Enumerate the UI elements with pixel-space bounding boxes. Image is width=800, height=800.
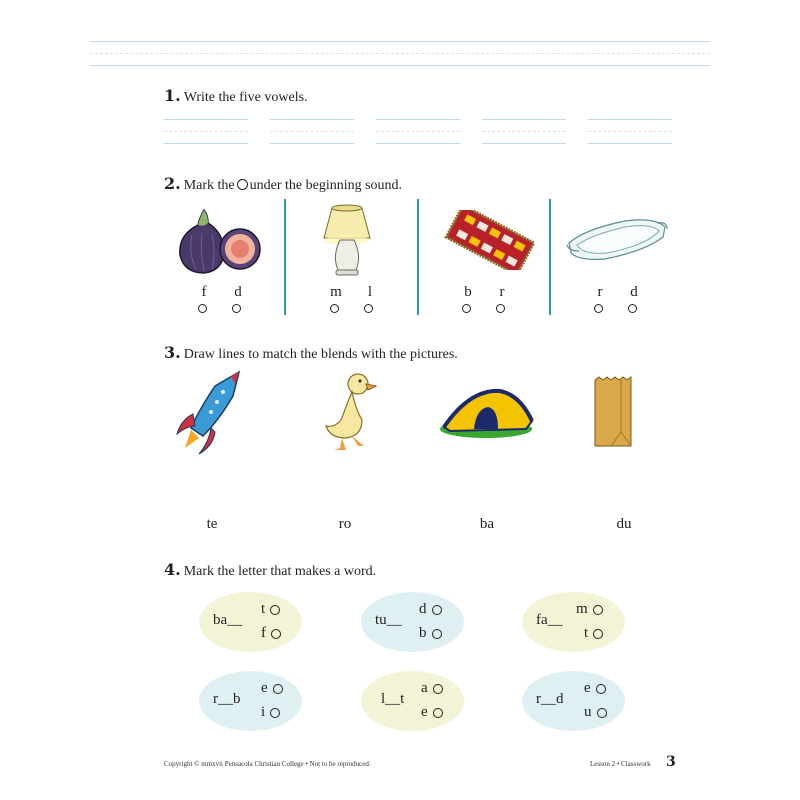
copyright-notice: Copyright © mmxvii Pensacola Christian College • Not to be reproduced. [164, 760, 371, 768]
blend-label: du [616, 516, 632, 532]
circle-icon [237, 179, 248, 190]
option-d[interactable]: d [419, 601, 442, 618]
word-choice-rd [522, 671, 625, 731]
word-choice-fa [522, 592, 625, 652]
question-text-after: under the beginning sound. [249, 178, 403, 193]
question-4-title [164, 560, 376, 580]
question-number: 3. [164, 343, 181, 362]
answer-circle[interactable] [433, 684, 443, 694]
option-e[interactable]: e [261, 680, 283, 697]
answer-circle[interactable] [593, 629, 603, 639]
option-f[interactable]: f [261, 625, 281, 642]
word-stem: r__d [536, 691, 564, 707]
word-stem: r__b [213, 691, 241, 707]
answer-circle[interactable] [273, 684, 283, 694]
option-u[interactable]: u [584, 704, 607, 721]
blend-label: ba [479, 516, 495, 532]
option-letter: l [367, 284, 373, 300]
vowel-blank-5[interactable] [588, 119, 672, 145]
answer-circle[interactable] [271, 629, 281, 639]
answer-circle[interactable] [594, 304, 603, 313]
answer-circle[interactable] [596, 684, 606, 694]
lesson-label: Lesson 2 • Classwork [590, 760, 651, 768]
answer-circle[interactable] [628, 304, 637, 313]
duck-picture [322, 370, 382, 458]
option-letter: r [499, 284, 505, 300]
question-1-title [164, 86, 308, 106]
guide-mid-line [90, 53, 710, 54]
answer-circle[interactable] [232, 304, 241, 313]
word-choice-lt [361, 671, 464, 731]
paper-bag-picture [593, 376, 633, 448]
option-b[interactable]: b [419, 625, 442, 642]
glass-dish-picture [565, 215, 670, 265]
vowel-blank-4[interactable] [482, 119, 566, 145]
answer-circle[interactable] [432, 629, 442, 639]
blend-label: te [206, 516, 218, 532]
option-i[interactable]: i [261, 704, 280, 721]
section-divider [284, 199, 286, 315]
word-choice-rb [199, 671, 302, 731]
question-number: 4. [164, 560, 181, 579]
answer-circle[interactable] [462, 304, 471, 313]
answer-circle[interactable] [270, 708, 280, 718]
word-stem: fa__ [536, 612, 563, 628]
guide-top-line [90, 41, 710, 42]
option-letter: d [234, 284, 242, 300]
rug-picture [440, 210, 540, 270]
answer-circle[interactable] [433, 708, 443, 718]
question-3-title [164, 343, 458, 363]
tent-picture [440, 385, 535, 440]
option-a[interactable]: a [421, 680, 443, 697]
word-stem: tu__ [375, 612, 402, 628]
option-letter: r [597, 284, 603, 300]
word-stem: l__t [381, 691, 405, 707]
option-m[interactable]: m [576, 601, 603, 618]
question-text: Draw lines to match the blends with the pictures. [183, 347, 458, 362]
vowel-blank-2[interactable] [270, 119, 354, 145]
lamp-picture [322, 200, 372, 280]
option-e[interactable]: e [421, 704, 443, 721]
section-divider [417, 199, 419, 315]
question-number: 1. [164, 86, 181, 105]
question-text: Write the five vowels. [183, 90, 308, 105]
question-2-title [164, 174, 402, 194]
answer-circle[interactable] [270, 605, 280, 615]
answer-circle[interactable] [593, 605, 603, 615]
option-letter: m [330, 284, 342, 300]
blend-label: ro [338, 516, 352, 532]
option-t[interactable]: t [261, 601, 280, 618]
answer-circle[interactable] [330, 304, 339, 313]
option-t[interactable]: t [584, 625, 603, 642]
word-choice-tu [361, 592, 464, 652]
answer-circle[interactable] [198, 304, 207, 313]
option-letter: d [630, 284, 638, 300]
question-text-before: Mark the [183, 178, 235, 193]
question-text: Mark the letter that makes a word. [183, 564, 377, 579]
answer-circle[interactable] [496, 304, 505, 313]
guide-base-line [90, 65, 710, 66]
rocket-picture [175, 370, 245, 460]
answer-circle[interactable] [432, 605, 442, 615]
option-e[interactable]: e [584, 680, 606, 697]
section-divider [549, 199, 551, 315]
fig-picture [174, 205, 264, 275]
answer-circle[interactable] [364, 304, 373, 313]
question-number: 2. [164, 174, 181, 193]
option-letter: b [464, 284, 472, 300]
vowel-blank-3[interactable] [376, 119, 460, 145]
word-choice-ba [199, 592, 302, 652]
option-letter: f [201, 284, 207, 300]
page-number: 3 [666, 754, 676, 770]
answer-circle[interactable] [597, 708, 607, 718]
word-stem: ba__ [213, 612, 243, 628]
vowel-blank-1[interactable] [164, 119, 248, 145]
